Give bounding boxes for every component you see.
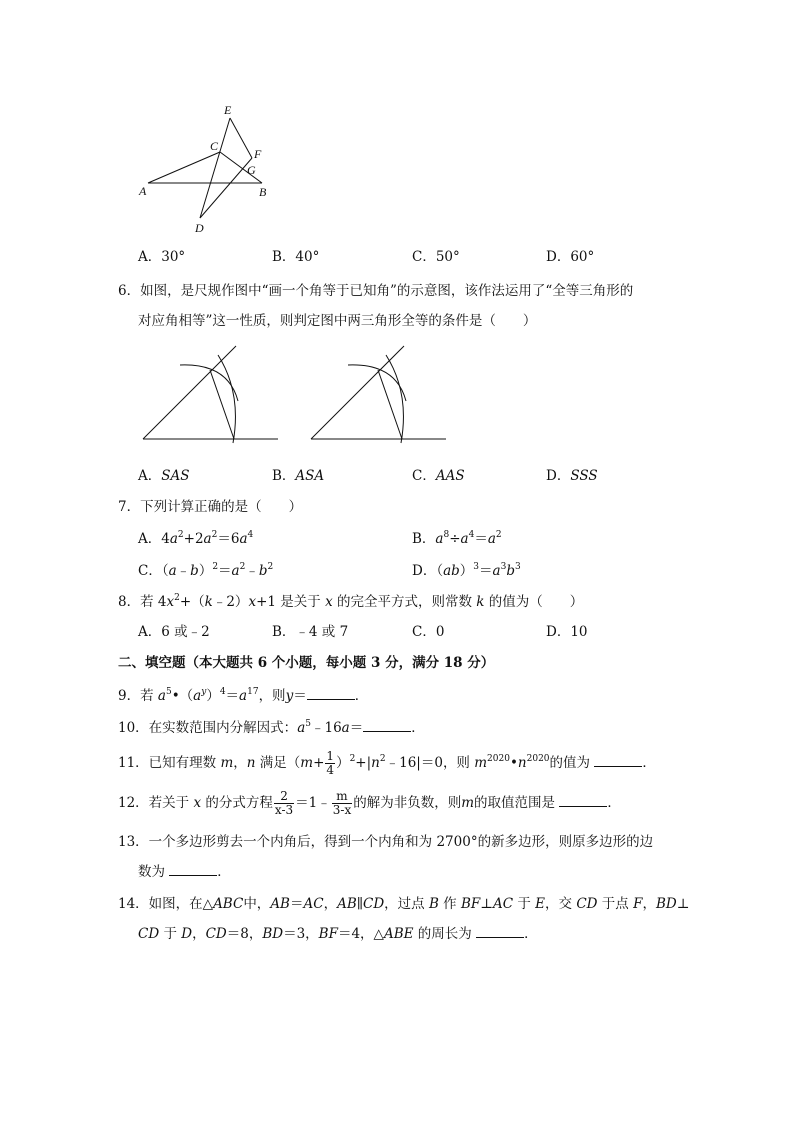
q6-stem-line2: 对应角相等”这一性质，则判定图中两三角形全等的条件是（ ） <box>138 313 537 329</box>
section2-title: 二、填空题（本大题共 6 个小题，每小题 3 分，满分 18 分） <box>118 655 495 671</box>
q7-option-c: C．$(a﹣b)^2=a^2﹣b^2$ <box>138 562 274 579</box>
q13-line2: 数为 ． <box>138 864 231 880</box>
q5-figure <box>130 98 290 238</box>
q8-option-b: B．﹣4 或 7 <box>272 624 349 640</box>
q9-blank[interactable] <box>307 687 355 700</box>
q6-option-d: D．SSS <box>546 468 598 484</box>
q6-option-b: B．ASA <box>272 468 325 484</box>
q14-line2: CD 于 D，CD＝8，BD＝3，BF＝4，△ABE 的周长为 ． <box>138 926 538 942</box>
q7-option-b: B．$a^8\div a^4=a^2$ <box>412 530 502 547</box>
q6-figure-left <box>140 343 285 445</box>
q6-option-c: C．AAS <box>412 468 465 484</box>
label-g: G <box>247 163 256 177</box>
q12-line: 12．若关于 x 的分式方程 $\frac{2}{x-3}$ ＝1﹣ $\frac{m}{3-x}$ 的解为非负数，则m的取值范围是 ． <box>118 789 621 817</box>
q8-option-c: C．0 <box>412 624 445 640</box>
q8-option-a: A．6 或﹣2 <box>138 624 210 640</box>
q10-blank[interactable] <box>363 719 411 732</box>
q5-option-c: C．50° <box>412 249 460 265</box>
q11-blank[interactable] <box>594 754 642 767</box>
label-a: A <box>139 184 147 198</box>
q7-stem: 7．下列计算正确的是（ ） <box>118 499 303 515</box>
q10-line: 10．在实数范围内分解因式：$a^5﹣16a=$ ． <box>118 719 425 736</box>
q13-blank[interactable] <box>169 863 217 876</box>
q9-line: 9．若 $a^5•(a^y)^4=a^{17}$，则y＝ ． <box>118 687 369 704</box>
q6-stem-line1: 6．如图，是尺规作图中“画一个角等于已知角”的示意图，该作法运用了“全等三角形的 <box>118 283 634 299</box>
q8-stem: 8．若 $4x^2+(k﹣2)x+1$ 是关于 x 的完全平方式，则常数 k 的值为（ ） <box>118 593 584 610</box>
label-d: D <box>195 221 204 235</box>
q11-line: 11．已知有理数 m，n 满足（m+ $\frac{1}{4}$ ）$^2+|n^2﹣16|=0$，则 $m^{2020}•n^{2020}$的值为 ． <box>118 749 656 777</box>
q5-option-b: B．40° <box>272 249 320 265</box>
q7-option-d: D．$(ab)^3=a^3b^3$ <box>412 562 521 579</box>
q13-line1: 13．一个多边形剪去一个内角后，得到一个内角和为 2700°的新多边形，则原多边形的边 <box>118 834 654 850</box>
q6-option-a: A．SAS <box>138 468 190 484</box>
label-f: F <box>254 147 262 161</box>
label-c: C <box>210 139 219 153</box>
q5-option-a: A．30° <box>138 249 186 265</box>
q5-option-d: D．60° <box>546 249 595 265</box>
q12-blank[interactable] <box>559 794 607 807</box>
label-b: B <box>259 185 267 199</box>
q6-figure-right <box>308 343 453 445</box>
q14-line1: 14．如图，在△ABC中，AB＝AC，AB∥CD，过点 B 作 BF⊥AC 于 E，交 CD 于点 F，BD⊥ <box>118 896 690 912</box>
q14-blank[interactable] <box>476 925 524 938</box>
label-e: E <box>224 103 232 117</box>
q7-option-a: A．$4a^2+2a^2=6a^4$ <box>138 530 254 547</box>
q8-option-d: D．10 <box>546 624 588 640</box>
